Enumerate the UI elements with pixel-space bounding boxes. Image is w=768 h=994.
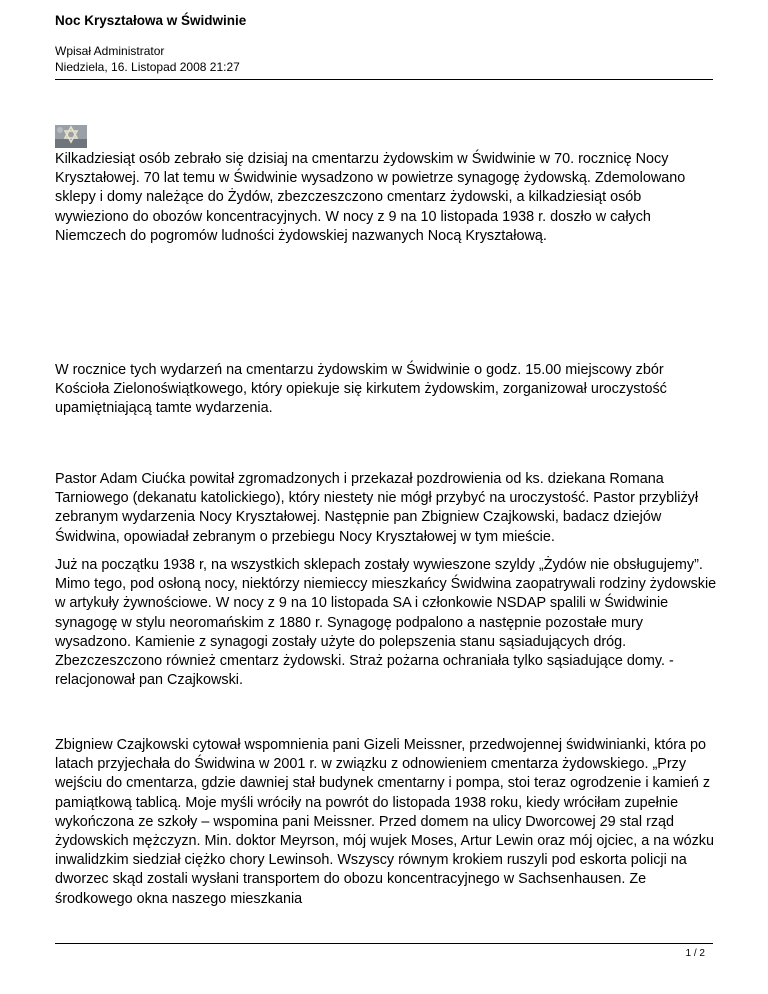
article-paragraph: Pastor Adam Ciućka powitał zgromadzonych i przekazał pozdrowienia od ks. dziekana Romana Tarniowego (dekanatu katolickiego), który niestety nie mógł przybyć na uroczystość. Pastor przybliżył zebranym wydarzenia Nocy Kryształowej. Następnie pan Zbigniew Czajkowski, badacz dziejów Świdwina, opowiadał zebranym o przebiegu Nocy Kryształowej w tym mieście. <box>55 471 699 545</box>
article-paragraph: Kilkadziesiąt osób zebrało się dzisiaj na cmentarzu żydowskim w Świdwinie w 70. rocznicę Nocy Kryształowej. 70 lat temu w Świdwinie wysadzono w powietrze synagogę żydowską. Zdemolowano sklepy i domy należące do Żydów, zbezczeszczono cmentarz żydowski, a kilkadziesiąt osób wywieziono do obozów koncentracyjnych. W nocy z 9 na 10 listopada 1938 r. doszło w całych Niemczech do pogromów ludności żydowskiej nazwanych Nocą Kryształową. <box>55 151 686 244</box>
article-meta <box>55 43 240 75</box>
author-line: Wpisał Administrator <box>55 44 165 58</box>
date-line: Niedziela, 16. Listopad 2008 21:27 <box>55 60 240 74</box>
footer-divider <box>55 943 713 944</box>
article-paragraph: Zbigniew Czajkowski cytował wspomnienia pani Gizeli Meissner, przedwojennej świdwinianki, która po latach przyjechała do Świdwina w 2001 r. w związku z odnowieniem cmentarza żydowskiego. „Przy wejściu do cmentarza, gdzie dawniej stał budynek cmentarny i pompa, stoi teraz ogrodzenie i kamień z pamiątkową tablicą. Moje myśli wróciły na powrót do listopada 1938 roku, kiedy wróciłam zupełnie wykończona ze szkoły – wspomina pani Meissner. Przed domem na ulicy Dworcowej 29 stal rząd żydowskich mężczyzn. Min. doktor Meyrson, mój wujek Moses, Artur Lewin oraz mój ojciec, a na wózku inwalidzkim siedział ciężko chory Lewinsoh. Wszyscy równym krokiem ruszyli pod eskorta policji na dworzec skąd zostali wysłani transportem do obozu koncentracyjnego w Sachsenhausen. Ze środkowego okna naszego mieszkania <box>55 737 715 907</box>
star-of-david-image-icon <box>55 125 87 148</box>
article-paragraph: W rocznice tych wydarzeń na cmentarzu żydowskim w Świdwinie o godz. 15.00 miejscowy zbór Kościoła Zielonoświątkowego, który opiekuje się kirkutem żydowskim, zorganizował uroczystość upamiętniającą tamte wydarzenia. <box>55 362 667 417</box>
article-paragraph: Już na początku 1938 r, na wszystkich sklepach zostały wywieszone szyldy „Żydów nie obsługujemy”. Mimo tego, pod osłoną nocy, niektórzy niemieccy mieszkańcy Świdwina zaopatrywali rodziny żydowskie w artykuły żywnościowe. W nocy z 9 na 10 listopada SA i członkowie NSDAP spalili w Świdwinie synagogę w stylu neoromańskim z 1880 r. Synagogę podpalono a następnie pozostałe mury wysadzono. Kamienie z synagogi zostały użyte do polepszenia stanu sąsiadujących dróg. Zbezczeszczono również cmentarz żydowski. Straż pożarna ochraniała tylko sąsiadujące domy. - relacjonował pan Czajkowski. <box>55 557 717 689</box>
page-indicator: 1 / 2 <box>685 948 705 959</box>
page-title: Noc Kryształowa w Świdwinie <box>55 13 247 28</box>
header-divider <box>55 79 713 80</box>
